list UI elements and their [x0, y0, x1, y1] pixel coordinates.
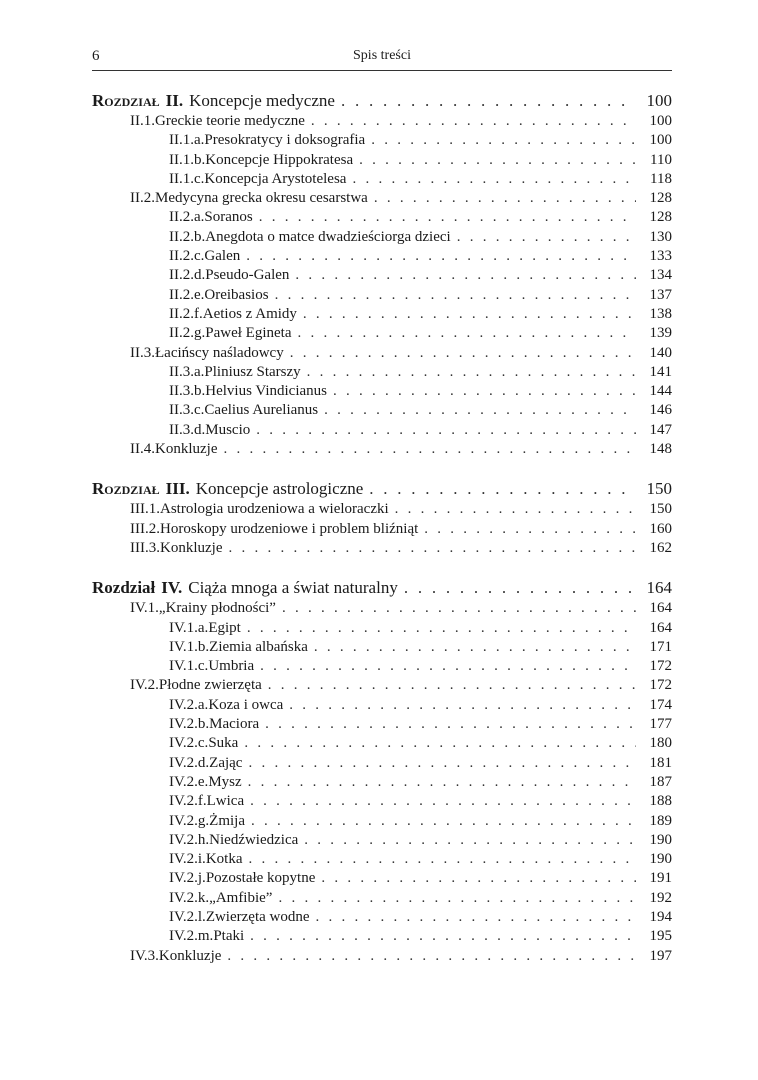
entry-code: II.3.c.: [169, 402, 205, 419]
toc-subsection-entry[interactable]: [92, 382, 672, 401]
entry-code: II.2.a.: [169, 209, 205, 226]
entry-title: Greckie teorie medyczne: [155, 113, 305, 129]
entry-page-number: 192: [649, 889, 672, 906]
entry-title: Łacińscy naśladowcy: [155, 344, 284, 361]
entry-code: IV.1.c.: [169, 658, 209, 675]
entry-title: Płodne zwierzęta: [158, 677, 262, 694]
entry-title: Muscio: [205, 421, 251, 438]
entry-title: Lwica: [206, 793, 245, 810]
toc-subsection-entry[interactable]: [92, 131, 672, 150]
dot-leader: [359, 151, 636, 170]
toc-subsection-entry[interactable]: [92, 715, 672, 734]
entry-code: IV.2.l.: [169, 908, 206, 925]
entry-page-number: 164: [649, 600, 672, 617]
entry-page-number: 130: [649, 228, 672, 245]
entry-title: Astrologia urodzeniowa a wieloraczki: [160, 501, 389, 518]
entry-page-number: 134: [649, 267, 672, 284]
entry-title: Konkluzje: [158, 947, 222, 964]
dot-leader: [457, 228, 636, 247]
toc-section-entry[interactable]: [92, 539, 672, 558]
entry-title: Zając: [209, 754, 243, 771]
dot-leader: [297, 324, 636, 343]
dot-leader: [424, 520, 636, 539]
dot-leader: [307, 363, 636, 382]
entry-code: IV.2.a.: [169, 696, 209, 713]
entry-code: II.3.b.: [169, 383, 206, 400]
entry-title: Niedźwiedzica: [209, 831, 299, 848]
toc-subsection-entry[interactable]: [92, 850, 672, 869]
dot-leader: [244, 734, 636, 753]
dot-leader: [311, 112, 636, 131]
entry-title: Pseudo-Galen: [205, 267, 290, 284]
entry-page-number: 164: [649, 619, 672, 636]
toc-subsection-entry[interactable]: [92, 421, 672, 440]
entry-code: IV.1.a.: [169, 619, 209, 636]
entry-title: Presokratycy i doksografia: [204, 132, 366, 149]
entry-page-number: 133: [649, 248, 672, 265]
toc-subsection-entry[interactable]: [92, 266, 672, 285]
toc-subsection-entry[interactable]: [92, 286, 672, 305]
entry-page-number: 174: [649, 696, 672, 713]
table-of-contents: [92, 90, 672, 985]
entry-title: Oreibasios: [204, 286, 269, 303]
entry-title: Ziemia albańska: [209, 638, 308, 655]
toc-section-entry[interactable]: [92, 189, 672, 208]
dot-leader: [333, 382, 636, 401]
entry-title: Medycyna grecka okresu cesarstwa: [155, 190, 368, 207]
entry-code: IV.2.c.: [169, 735, 209, 752]
toc-section-entry[interactable]: [92, 676, 672, 695]
dot-leader: [248, 754, 636, 773]
entry-page-number: 181: [649, 754, 672, 771]
entry-title: Konkluzje: [155, 441, 218, 458]
dot-leader: [295, 266, 636, 285]
entry-code: II.1.c.: [169, 170, 205, 187]
entry-code: III.1.: [130, 501, 160, 518]
entry-page-number: 194: [649, 908, 672, 925]
dot-leader: [303, 305, 636, 324]
entry-page-number: 100: [649, 113, 672, 129]
dot-leader: [228, 539, 636, 558]
entry-title: Anegdota o matce dwadzieściorga dzieci: [205, 228, 451, 245]
entry-title: Pozostałe kopytne: [205, 870, 316, 887]
dot-leader: [275, 286, 636, 305]
entry-page-number: 147: [649, 421, 672, 438]
entry-code: II.2.c.: [169, 248, 205, 265]
entry-code: IV.2.j.: [169, 870, 206, 887]
entry-page-number: 138: [649, 305, 672, 322]
toc-subsection-entry[interactable]: [92, 324, 672, 343]
entry-page-number: 144: [649, 383, 672, 400]
dot-leader: [324, 401, 636, 420]
toc-subsection-entry[interactable]: [92, 696, 672, 715]
dot-leader: [289, 696, 636, 715]
dot-leader: [268, 676, 636, 695]
dot-leader: [250, 927, 636, 946]
entry-title: Kotka: [205, 851, 243, 868]
dot-leader: [227, 947, 636, 966]
toc-subsection-entry[interactable]: [92, 734, 672, 753]
dot-leader: [374, 189, 636, 208]
entry-code: IV.2.h.: [169, 831, 210, 848]
entry-page-number: 187: [649, 773, 672, 790]
entry-title: Maciora: [209, 716, 260, 733]
dot-leader: [248, 850, 636, 869]
entry-code: IV.2.k.: [169, 889, 210, 906]
entry-code: IV.3.: [130, 947, 159, 964]
entry-code: IV.2.g.: [169, 812, 210, 829]
entry-code: II.2.f.: [169, 305, 203, 322]
entry-page-number: 141: [649, 363, 672, 380]
toc-subsection-entry[interactable]: [92, 927, 672, 946]
entry-page-number: 177: [649, 716, 672, 733]
entry-title: Żmija: [209, 812, 245, 829]
entry-page-number: 197: [649, 947, 672, 964]
entry-title: Koncepcje Hippokratesa: [205, 151, 354, 168]
entry-code: IV.1.b.: [169, 638, 210, 655]
page-number: 6: [92, 48, 100, 64]
toc-subsection-entry[interactable]: [92, 305, 672, 324]
entry-page-number: 172: [649, 658, 672, 675]
chapter-number: III.: [165, 479, 190, 499]
entry-title: Koza i owca: [208, 696, 284, 713]
dot-leader: [352, 170, 636, 189]
toc-subsection-entry[interactable]: [92, 247, 672, 266]
entry-page-number: 162: [649, 539, 672, 556]
entry-page-number: 139: [649, 325, 672, 342]
dot-leader: [223, 440, 636, 459]
dot-leader: [278, 889, 636, 908]
entry-page-number: 137: [649, 286, 672, 303]
entry-page-number: 180: [649, 735, 672, 752]
dot-leader: [247, 619, 636, 638]
chapter-label: Rozdział: [92, 578, 156, 598]
toc-subsection-entry[interactable]: [92, 401, 672, 420]
toc-subsection-entry[interactable]: [92, 363, 672, 382]
entry-code: IV.2.b.: [169, 716, 210, 733]
entry-code: III.2.: [130, 520, 160, 537]
toc-chapter-block: [92, 478, 672, 558]
entry-code: IV.2.d.: [169, 754, 210, 771]
toc-section-entry[interactable]: [92, 500, 672, 519]
entry-title: Egipt: [208, 619, 241, 636]
toc-subsection-entry[interactable]: [92, 869, 672, 888]
toc-chapter-block: [92, 577, 672, 966]
entry-title: Umbria: [208, 658, 255, 675]
entry-title: Galen: [204, 248, 241, 265]
chapter-number: IV.: [161, 578, 183, 598]
toc-chapter-heading[interactable]: [92, 90, 672, 112]
entry-title: Mysz: [208, 773, 242, 790]
dot-leader: [250, 792, 636, 811]
entry-title: Paweł Egineta: [205, 325, 292, 342]
entry-code: IV.2.e.: [169, 773, 209, 790]
entry-title: Helvius Vindicianus: [205, 383, 327, 400]
toc-subsection-entry[interactable]: [92, 792, 672, 811]
toc-subsection-entry[interactable]: [92, 208, 672, 227]
entry-code: IV.2.: [130, 677, 159, 694]
entry-page-number: 128: [649, 209, 672, 226]
dot-leader: [265, 715, 636, 734]
entry-page-number: 190: [649, 831, 672, 848]
toc-section-entry[interactable]: [92, 599, 672, 618]
toc-section-entry[interactable]: [92, 112, 672, 131]
toc-subsection-entry[interactable]: [92, 638, 672, 657]
dot-leader: [282, 599, 636, 618]
entry-page-number: 190: [649, 851, 672, 868]
dot-leader: [304, 831, 636, 850]
chapter-title: Koncepcje medyczne: [189, 91, 335, 110]
toc-subsection-entry[interactable]: [92, 889, 672, 908]
entry-code: II.2.: [130, 190, 155, 207]
entry-page-number: 160: [649, 520, 672, 537]
toc-section-entry[interactable]: [92, 440, 672, 459]
entry-code: II.2.d.: [169, 267, 206, 284]
entry-page-number: 188: [649, 793, 672, 810]
entry-code: II.1.b.: [169, 151, 206, 168]
entry-page-number: 150: [649, 501, 672, 518]
entry-code: II.2.e.: [169, 286, 205, 303]
entry-page-number: 118: [650, 170, 672, 187]
entry-title: „Krainy płodności”: [158, 600, 276, 617]
entry-page-number: 189: [649, 812, 672, 829]
chapter-page-number: 150: [646, 479, 672, 499]
entry-title: Soranos: [204, 209, 253, 226]
entry-page-number: 172: [649, 677, 672, 694]
entry-title: Caelius Aurelianus: [204, 402, 319, 419]
entry-title: „Amfibie”: [209, 889, 273, 906]
entry-page-number: 110: [650, 151, 672, 168]
dot-leader: [290, 344, 636, 363]
toc-section-entry[interactable]: [92, 947, 672, 966]
entry-title: Konkluzje: [160, 539, 223, 556]
entry-title: Aetios z Amidy: [202, 305, 297, 322]
entry-page-number: 146: [649, 402, 672, 419]
toc-subsection-entry[interactable]: [92, 773, 672, 792]
entry-code: IV.2.m.: [169, 928, 214, 945]
toc-subsection-entry[interactable]: [92, 657, 672, 676]
dot-leader: [248, 773, 636, 792]
toc-subsection-entry[interactable]: [92, 170, 672, 189]
running-title: Spis treści: [353, 48, 411, 63]
entry-title: Zwierzęta wodne: [205, 908, 310, 925]
toc-subsection-entry[interactable]: [92, 151, 672, 170]
entry-code: II.3.a.: [169, 363, 205, 380]
dot-leader: [260, 657, 636, 676]
entry-code: IV.1.: [130, 600, 159, 617]
dot-leader: [369, 478, 636, 500]
dot-leader: [314, 638, 636, 657]
dot-leader: [321, 869, 636, 888]
entry-title: Ptaki: [213, 928, 245, 945]
chapter-title: Ciąża mnoga a świat naturalny: [188, 578, 398, 598]
chapter-number: II.: [165, 91, 184, 110]
dot-leader: [246, 247, 636, 266]
entry-page-number: 148: [649, 441, 672, 458]
toc-section-entry[interactable]: [92, 344, 672, 363]
dot-leader: [316, 908, 636, 927]
chapter-page-number: 100: [646, 91, 672, 110]
entry-title: Pliniusz Starszy: [204, 363, 301, 380]
chapter-title: Koncepcje astrologiczne: [195, 479, 364, 499]
dot-leader: [395, 500, 636, 519]
entry-code: II.3.: [130, 344, 155, 361]
chapter-label: Rozdział: [92, 479, 160, 499]
toc-subsection-entry[interactable]: [92, 812, 672, 831]
toc-subsection-entry[interactable]: [92, 908, 672, 927]
entry-title: Suka: [208, 735, 239, 752]
chapter-label: Rozdział: [92, 91, 160, 110]
toc-chapter-block: [92, 90, 672, 459]
toc-chapter-heading[interactable]: [92, 577, 672, 599]
entry-code: IV.2.f.: [169, 793, 207, 810]
toc-subsection-entry[interactable]: [92, 754, 672, 773]
toc-chapter-heading[interactable]: [92, 478, 672, 500]
chapter-page-number: 164: [646, 578, 672, 598]
toc-subsection-entry[interactable]: [92, 619, 672, 638]
entry-title: Koncepcja Arystotelesa: [204, 170, 347, 187]
toc-section-entry[interactable]: [92, 520, 672, 539]
entry-code: II.4.: [130, 441, 155, 458]
entry-title: Horoskopy urodzeniowe i problem bliźniąt: [160, 520, 419, 537]
entry-page-number: 140: [649, 344, 672, 361]
dot-leader: [256, 421, 636, 440]
running-header: [92, 48, 672, 71]
dot-leader: [259, 208, 636, 227]
entry-code: II.3.d.: [169, 421, 206, 438]
entry-page-number: 191: [649, 870, 672, 887]
entry-page-number: 171: [649, 638, 672, 655]
dot-leader: [404, 577, 636, 599]
entry-code: II.1.a.: [169, 132, 205, 149]
dot-leader: [341, 90, 636, 112]
entry-code: II.2.b.: [169, 228, 206, 245]
entry-page-number: 195: [649, 928, 672, 945]
toc-subsection-entry[interactable]: [92, 831, 672, 850]
toc-subsection-entry[interactable]: [92, 228, 672, 247]
entry-code: IV.2.i.: [169, 851, 206, 868]
entry-page-number: 100: [649, 132, 672, 149]
entry-page-number: 128: [649, 190, 672, 207]
entry-code: II.2.g.: [169, 325, 206, 342]
entry-code: II.1.: [130, 113, 155, 129]
dot-leader: [371, 131, 636, 150]
entry-code: III.3.: [130, 539, 160, 556]
dot-leader: [251, 812, 636, 831]
